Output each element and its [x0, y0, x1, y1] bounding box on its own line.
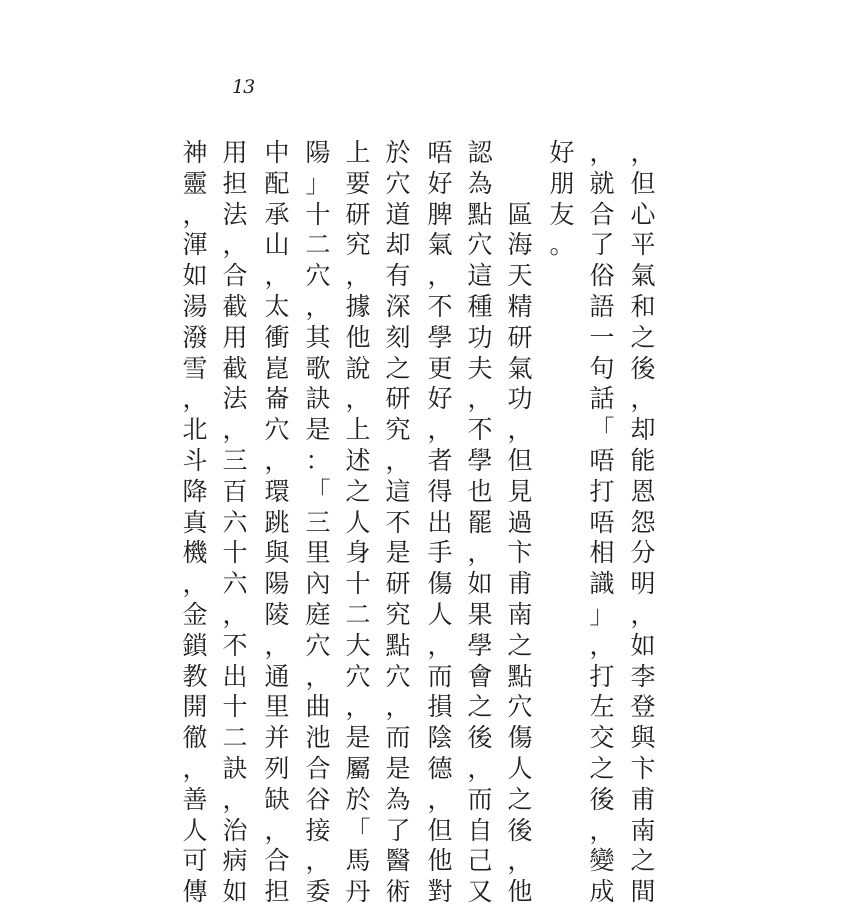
- character: 降: [182, 476, 208, 506]
- character: 後: [589, 784, 615, 814]
- character: ，: [630, 384, 656, 414]
- character: ，: [507, 846, 533, 876]
- character: 委: [305, 877, 331, 907]
- character: 者: [427, 445, 453, 475]
- character: ，: [222, 230, 248, 260]
- character: 屬: [345, 753, 371, 783]
- character: 之: [630, 322, 656, 352]
- character: 二: [222, 723, 248, 753]
- character: 己: [467, 846, 493, 876]
- vertical-text-body: [180, 138, 660, 907]
- character: 果: [467, 599, 493, 629]
- character: 點: [467, 199, 493, 229]
- character: 述: [345, 445, 371, 475]
- character: 好: [427, 168, 453, 198]
- character: 點: [507, 661, 533, 691]
- character: 學: [427, 322, 453, 352]
- character: ，: [182, 199, 208, 229]
- character: 俗: [589, 261, 615, 291]
- character: 語: [589, 291, 615, 321]
- character: 甫: [507, 569, 533, 599]
- character: 跳: [264, 507, 290, 537]
- character: 左: [589, 692, 615, 722]
- character: 對: [427, 877, 453, 907]
- character: 徹: [182, 723, 208, 753]
- character: 傷: [507, 723, 533, 753]
- character: 是: [385, 538, 411, 568]
- character: 功: [507, 384, 533, 414]
- character: 歌: [305, 353, 331, 383]
- character: 病: [222, 846, 248, 876]
- character: 說: [345, 353, 371, 383]
- character: ，: [345, 692, 371, 722]
- character: 成: [589, 877, 615, 907]
- character: 通: [264, 661, 290, 691]
- character: 深: [385, 291, 411, 321]
- character: 担: [222, 168, 248, 198]
- character: 合: [222, 261, 248, 291]
- character: 出: [222, 661, 248, 691]
- character: ，: [467, 384, 493, 414]
- character: 十: [222, 692, 248, 722]
- character: 但: [507, 445, 533, 475]
- character: 神: [182, 138, 208, 167]
- character: 能: [630, 445, 656, 475]
- character: 心: [630, 199, 656, 229]
- character: 後: [630, 353, 656, 383]
- character: 丹: [345, 877, 371, 907]
- text-column: [178, 138, 212, 908]
- character: 功: [467, 322, 493, 352]
- character: 了: [385, 815, 411, 845]
- character: 馬: [345, 846, 371, 876]
- character: 曲: [305, 692, 331, 722]
- character: ，: [427, 415, 453, 445]
- character: ，: [467, 538, 493, 568]
- character: 之: [385, 353, 411, 383]
- character: 開: [182, 692, 208, 722]
- character: 上: [345, 415, 371, 445]
- character: 了: [589, 230, 615, 260]
- character: 可: [182, 846, 208, 876]
- character: 和: [630, 291, 656, 321]
- character: ，: [182, 753, 208, 783]
- character: 機: [182, 538, 208, 568]
- character: ，: [589, 815, 615, 845]
- character: ，: [345, 384, 371, 414]
- character: ，: [222, 784, 248, 814]
- text-column: [626, 138, 660, 908]
- character: ，: [630, 138, 656, 167]
- character: 如: [222, 877, 248, 907]
- text-column: [341, 138, 375, 908]
- character: 承: [264, 199, 290, 229]
- character: 話: [589, 384, 615, 414]
- character: 真: [182, 507, 208, 537]
- character: 過: [507, 507, 533, 537]
- character: 德: [427, 753, 453, 783]
- character: 却: [630, 415, 656, 445]
- character: 分: [630, 538, 656, 568]
- character: 里: [264, 692, 290, 722]
- character: 有: [385, 261, 411, 291]
- character: 六: [222, 569, 248, 599]
- text-column: [463, 138, 497, 908]
- character: 訣: [222, 753, 248, 783]
- character: 研: [385, 569, 411, 599]
- character: 身: [345, 538, 371, 568]
- character: 并: [264, 723, 290, 753]
- character: 研: [507, 322, 533, 352]
- character: 究: [385, 415, 411, 445]
- character: 斗: [182, 445, 208, 475]
- character: ，: [507, 415, 533, 445]
- character: 打: [589, 661, 615, 691]
- character: 如: [467, 569, 493, 599]
- character: 「: [305, 476, 331, 506]
- character: 潑: [182, 322, 208, 352]
- character: 南: [630, 815, 656, 845]
- character: 這: [385, 476, 411, 506]
- character: ，: [427, 784, 453, 814]
- character: 後: [467, 723, 493, 753]
- character: 傷: [427, 569, 453, 599]
- character: 怨: [630, 507, 656, 537]
- character: 上: [345, 138, 371, 167]
- character: 之: [589, 753, 615, 783]
- character: 又: [467, 877, 493, 907]
- character: 善: [182, 784, 208, 814]
- character: 罷: [467, 507, 493, 537]
- character: 三: [222, 445, 248, 475]
- text-column: [218, 138, 252, 908]
- character: 人: [182, 815, 208, 845]
- character: 甫: [630, 784, 656, 814]
- character: 就: [589, 168, 615, 198]
- character: 不: [385, 507, 411, 537]
- character: 究: [345, 230, 371, 260]
- character: 傳: [182, 877, 208, 907]
- character: 。: [549, 230, 575, 260]
- character: 環: [264, 476, 290, 506]
- character: 接: [305, 815, 331, 845]
- character: 登: [630, 692, 656, 722]
- character: 研: [385, 384, 411, 414]
- character: 但: [427, 815, 453, 845]
- character: 中: [264, 138, 290, 167]
- character: ：: [305, 445, 331, 475]
- character: 恩: [630, 476, 656, 506]
- character: 靈: [182, 168, 208, 198]
- character: 山: [264, 230, 290, 260]
- character: ，: [467, 753, 493, 783]
- character: 列: [264, 753, 290, 783]
- character: ，: [589, 138, 615, 167]
- character: ，: [264, 261, 290, 291]
- character: 更: [427, 353, 453, 383]
- character: 相: [589, 538, 615, 568]
- text-column: [381, 138, 415, 908]
- character: 穴: [507, 692, 533, 722]
- character: 配: [264, 168, 290, 198]
- character: 是: [305, 415, 331, 445]
- character: 唔: [589, 445, 615, 475]
- character: 卞: [507, 538, 533, 568]
- character: 鎖: [182, 630, 208, 660]
- character: 陵: [264, 599, 290, 629]
- text-column: [301, 138, 335, 908]
- text-column: [545, 138, 579, 261]
- text-column: [585, 138, 619, 908]
- character: 人: [427, 599, 453, 629]
- character: 訣: [305, 384, 331, 414]
- character: 」: [589, 599, 615, 629]
- character: ，: [305, 846, 331, 876]
- character: 之: [467, 692, 493, 722]
- character: 不: [467, 415, 493, 445]
- character: 南: [507, 599, 533, 629]
- character: 陽: [264, 569, 290, 599]
- character: 為: [467, 168, 493, 198]
- character: 之: [630, 846, 656, 876]
- character: 唔: [589, 507, 615, 537]
- character: 雪: [182, 353, 208, 383]
- character: 合: [589, 199, 615, 229]
- character: 明: [630, 569, 656, 599]
- character: 好: [427, 384, 453, 414]
- character: 李: [630, 661, 656, 691]
- character: ，: [385, 445, 411, 475]
- character: 研: [345, 199, 371, 229]
- character: 氣: [630, 261, 656, 291]
- character: 學: [467, 630, 493, 660]
- character: 要: [345, 168, 371, 198]
- character: 里: [305, 538, 331, 568]
- character: 渾: [182, 230, 208, 260]
- page-number: 13: [232, 76, 255, 98]
- character: 百: [222, 476, 248, 506]
- character: 「: [589, 415, 615, 445]
- character: 於: [345, 784, 371, 814]
- character: 十: [222, 538, 248, 568]
- character: 十: [305, 199, 331, 229]
- character: 衝: [264, 322, 290, 352]
- character: 也: [467, 476, 493, 506]
- character: 天: [507, 261, 533, 291]
- character: 二: [345, 599, 371, 629]
- character: 見: [507, 476, 533, 506]
- character: 識: [589, 569, 615, 599]
- character: ，: [182, 384, 208, 414]
- character: 與: [264, 538, 290, 568]
- character: 治: [222, 815, 248, 845]
- character: 後: [507, 815, 533, 845]
- character: 得: [427, 476, 453, 506]
- character: 會: [467, 661, 493, 691]
- character: 刻: [385, 322, 411, 352]
- character: 之: [345, 476, 371, 506]
- character: 穴: [264, 415, 290, 445]
- character: ，: [305, 661, 331, 691]
- character: ，: [589, 630, 615, 660]
- character: 於: [385, 138, 411, 167]
- character: 缺: [264, 784, 290, 814]
- character: ，: [427, 630, 453, 660]
- character: 出: [427, 507, 453, 537]
- character: 是: [385, 753, 411, 783]
- character: 人: [345, 507, 371, 537]
- character: 之: [507, 784, 533, 814]
- character: 用: [222, 138, 248, 167]
- character: 損: [427, 692, 453, 722]
- character: 變: [589, 846, 615, 876]
- character: 點: [385, 630, 411, 660]
- character: 自: [467, 815, 493, 845]
- character: ，: [264, 445, 290, 475]
- character: ，: [264, 815, 290, 845]
- character: 朋: [549, 168, 575, 198]
- character: 道: [385, 199, 411, 229]
- character: 穴: [385, 661, 411, 691]
- character: 截: [222, 353, 248, 383]
- character: 友: [549, 199, 575, 229]
- character: 他: [345, 322, 371, 352]
- character: 這: [467, 261, 493, 291]
- character: 氣: [507, 353, 533, 383]
- character: 十: [345, 569, 371, 599]
- character: 谷: [305, 784, 331, 814]
- character: 他: [507, 877, 533, 907]
- character: 法: [222, 384, 248, 414]
- character: 穴: [467, 230, 493, 260]
- character: 認: [467, 138, 493, 167]
- character: 術: [385, 877, 411, 907]
- character: 他: [427, 846, 453, 876]
- character: 湯: [182, 291, 208, 321]
- character: 穴: [305, 630, 331, 660]
- character: 却: [385, 230, 411, 260]
- character: 一: [589, 322, 615, 352]
- character: 用: [222, 322, 248, 352]
- character: 究: [385, 599, 411, 629]
- character: [505, 169, 535, 200]
- character: 穴: [385, 168, 411, 198]
- character: 北: [182, 415, 208, 445]
- character: 陰: [427, 723, 453, 753]
- character: ，: [264, 630, 290, 660]
- character: 海: [507, 230, 533, 260]
- character: 其: [305, 322, 331, 352]
- character: 據: [345, 291, 371, 321]
- character: 氣: [427, 230, 453, 260]
- character: 唔: [427, 138, 453, 167]
- character: 夫: [467, 353, 493, 383]
- character: ，: [222, 415, 248, 445]
- character: 人: [507, 753, 533, 783]
- character: 而: [385, 723, 411, 753]
- character: 句: [589, 353, 615, 383]
- character: 交: [589, 723, 615, 753]
- character: 學: [467, 445, 493, 475]
- character: ，: [385, 692, 411, 722]
- character: 之: [507, 630, 533, 660]
- character: 穴: [345, 661, 371, 691]
- character: 崙: [264, 384, 290, 414]
- text-column: [503, 138, 537, 908]
- text-column: [423, 138, 457, 908]
- character: 担: [264, 877, 290, 907]
- character: 庭: [305, 599, 331, 629]
- character: 區: [507, 199, 533, 229]
- character: 合: [305, 753, 331, 783]
- character: 卞: [630, 753, 656, 783]
- character: ，: [305, 291, 331, 321]
- character: 」: [305, 168, 331, 198]
- character: [505, 138, 535, 169]
- character: 三: [305, 507, 331, 537]
- character: 如: [182, 261, 208, 291]
- character: 合: [264, 846, 290, 876]
- character: 金: [182, 599, 208, 629]
- character: 「: [345, 815, 371, 845]
- character: 但: [630, 168, 656, 198]
- character: 不: [427, 291, 453, 321]
- character: 陽: [305, 138, 331, 167]
- character: 六: [222, 507, 248, 537]
- character: 為: [385, 784, 411, 814]
- character: 而: [467, 784, 493, 814]
- character: 脾: [427, 199, 453, 229]
- character: 種: [467, 291, 493, 321]
- character: 間: [630, 877, 656, 907]
- text-column: [260, 138, 294, 908]
- character: ，: [630, 599, 656, 629]
- character: ，: [182, 569, 208, 599]
- character: 崑: [264, 353, 290, 383]
- character: 醫: [385, 846, 411, 876]
- character: 與: [630, 723, 656, 753]
- character: 如: [630, 630, 656, 660]
- character: 穴: [305, 261, 331, 291]
- character: 池: [305, 723, 331, 753]
- character: 好: [549, 138, 575, 167]
- character: 是: [345, 723, 371, 753]
- character: 不: [222, 630, 248, 660]
- character: 二: [305, 230, 331, 260]
- character: 精: [507, 291, 533, 321]
- character: 手: [427, 538, 453, 568]
- character: 而: [427, 661, 453, 691]
- character: ，: [345, 261, 371, 291]
- character: ，: [222, 599, 248, 629]
- character: 大: [345, 630, 371, 660]
- character: 法: [222, 199, 248, 229]
- character: 太: [264, 291, 290, 321]
- character: 內: [305, 569, 331, 599]
- character: 平: [630, 230, 656, 260]
- character: 截: [222, 291, 248, 321]
- character: 打: [589, 476, 615, 506]
- character: 教: [182, 661, 208, 691]
- character: ，: [427, 261, 453, 291]
